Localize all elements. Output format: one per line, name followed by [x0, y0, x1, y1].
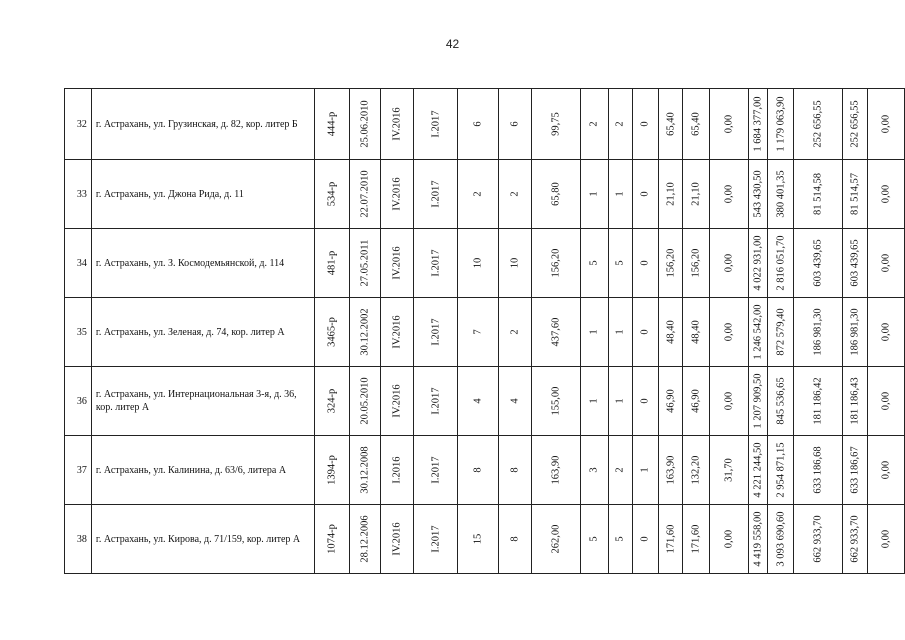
cell-a2-text: 171,60 — [690, 524, 702, 554]
cell-date — [350, 229, 380, 298]
cell-s2 — [768, 89, 794, 160]
cell-c2-text: 10 — [509, 257, 521, 269]
cell-s2-text: 1 179 063,90 — [775, 96, 787, 152]
table-row — [65, 160, 905, 229]
cell-start-text: IV.2016 — [391, 315, 403, 349]
cell-a2-text: 156,20 — [690, 248, 702, 278]
cell-area-text: 437,60 — [550, 317, 562, 347]
cell-a2 — [682, 160, 709, 229]
cell-s4 — [842, 505, 868, 574]
cell-c4-text: 2 — [614, 121, 626, 127]
cell-c4-text: 1 — [614, 191, 626, 197]
cell-area-text: 155,00 — [550, 386, 562, 416]
cell-s4 — [842, 160, 868, 229]
cell-c3-text: 1 — [588, 191, 600, 197]
cell-s2-text: 845 536,65 — [775, 377, 787, 425]
cell-c2-text: 8 — [509, 536, 521, 542]
cell-order — [315, 229, 350, 298]
address-cell: г. Астрахань, ул. З. Космодемьянской, д. 114 — [91, 229, 315, 298]
cell-s1-text: 4 022 931,00 — [752, 235, 764, 291]
cell-a2-text: 48,40 — [690, 320, 702, 344]
cell-c2 — [498, 160, 531, 229]
cell-area-text: 262,00 — [550, 524, 562, 554]
cell-s5 — [868, 229, 905, 298]
cell-s2 — [768, 367, 794, 436]
cell-c4-text: 1 — [614, 398, 626, 404]
cell-order-text: 324-р — [326, 388, 338, 414]
cell-s3 — [793, 160, 842, 229]
cell-c3 — [581, 298, 609, 367]
cell-s4-text: 81 514,57 — [849, 173, 861, 215]
cell-area-text: 156,20 — [550, 248, 562, 278]
cell-c4-text: 5 — [614, 260, 626, 266]
row-number-cell: 38 — [65, 505, 92, 574]
cell-end — [414, 436, 458, 505]
cell-a1 — [659, 298, 683, 367]
cell-c1-text: 2 — [472, 191, 484, 197]
cell-s1-text: 1 246 542,00 — [752, 304, 764, 360]
cell-c5-text: 0 — [639, 260, 651, 266]
cell-s3-text: 81 514,58 — [812, 173, 824, 215]
cell-a3-text: 31,70 — [723, 458, 735, 482]
cell-s4 — [842, 89, 868, 160]
cell-s3-text: 252 656,55 — [812, 100, 824, 148]
cell-end — [414, 298, 458, 367]
row-number-cell: 32 — [65, 89, 92, 160]
cell-s3-text: 603 439,65 — [812, 239, 824, 287]
cell-s1-text: 1 684 377,00 — [752, 96, 764, 152]
cell-s1-text: 4 419 558,00 — [752, 511, 764, 567]
cell-s5 — [868, 505, 905, 574]
cell-a2-text: 21,10 — [690, 182, 702, 206]
cell-order-text: 534-р — [326, 181, 338, 207]
cell-c4 — [608, 436, 632, 505]
cell-area-text: 99,75 — [550, 112, 562, 136]
cell-s5-text: 0,00 — [880, 460, 892, 480]
cell-c1-text: 10 — [472, 257, 484, 269]
cell-c2-text: 4 — [509, 398, 521, 404]
cell-c5-text: 0 — [639, 536, 651, 542]
cell-s4-text: 633 186,67 — [849, 446, 861, 494]
cell-s4 — [842, 436, 868, 505]
cell-c3 — [581, 367, 609, 436]
cell-order — [315, 436, 350, 505]
cell-date-text: 20.05.2010 — [359, 377, 371, 425]
cell-c1 — [458, 505, 498, 574]
cell-start-text: I.2016 — [391, 456, 403, 484]
cell-end — [414, 229, 458, 298]
cell-a2 — [682, 505, 709, 574]
cell-end-text: I.2017 — [430, 249, 442, 277]
cell-date-text: 25.06.2010 — [359, 100, 371, 148]
cell-s3 — [793, 229, 842, 298]
cell-s4 — [842, 367, 868, 436]
cell-s5-text: 0,00 — [880, 322, 892, 342]
row-number-cell: 33 — [65, 160, 92, 229]
cell-date — [350, 367, 380, 436]
cell-c1-text: 8 — [472, 467, 484, 473]
cell-a1 — [659, 436, 683, 505]
cell-c1-text: 7 — [472, 329, 484, 335]
cell-c1 — [458, 89, 498, 160]
cell-c3 — [581, 229, 609, 298]
cell-s3 — [793, 505, 842, 574]
cell-a3 — [709, 229, 748, 298]
cell-c5-text: 0 — [639, 398, 651, 404]
cell-c1 — [458, 367, 498, 436]
cell-s4-text: 662 933,70 — [849, 515, 861, 563]
cell-a2 — [682, 298, 709, 367]
cell-a1 — [659, 160, 683, 229]
cell-s4-text: 186 981,30 — [849, 308, 861, 356]
cell-c3-text: 2 — [588, 121, 600, 127]
cell-a3-text: 0,00 — [723, 391, 735, 411]
cell-order — [315, 160, 350, 229]
cell-c3 — [581, 160, 609, 229]
cell-start-text: IV.2016 — [391, 522, 403, 556]
cell-c1 — [458, 298, 498, 367]
cell-start-text: IV.2016 — [391, 177, 403, 211]
cell-c4-text: 5 — [614, 536, 626, 542]
cell-c5-text: 0 — [639, 121, 651, 127]
cell-c2-text: 2 — [509, 191, 521, 197]
cell-end — [414, 160, 458, 229]
cell-s4 — [842, 229, 868, 298]
table-row — [65, 367, 905, 436]
cell-s1 — [748, 298, 767, 367]
cell-a1-text: 171,60 — [665, 524, 677, 554]
cell-a1-text: 156,20 — [665, 248, 677, 278]
cell-start — [380, 367, 414, 436]
cell-order — [315, 89, 350, 160]
cell-end-text: I.2017 — [430, 318, 442, 346]
cell-date — [350, 436, 380, 505]
cell-a3 — [709, 298, 748, 367]
cell-date — [350, 298, 380, 367]
cell-s2-text: 380 401,35 — [775, 170, 787, 218]
cell-s2 — [768, 160, 794, 229]
cell-order — [315, 367, 350, 436]
cell-date-text: 27.05.2011 — [359, 239, 371, 287]
cell-c5-text: 1 — [639, 467, 651, 473]
cell-date-text: 22.07.2010 — [359, 170, 371, 218]
address-cell: г. Астрахань, ул. Кирова, д. 71/159, кор. литер А — [91, 505, 315, 574]
cell-s3 — [793, 436, 842, 505]
cell-a3-text: 0,00 — [723, 184, 735, 204]
cell-start — [380, 298, 414, 367]
cell-c3-text: 1 — [588, 398, 600, 404]
cell-c3-text: 3 — [588, 467, 600, 473]
cell-c5 — [632, 367, 659, 436]
cell-c5 — [632, 436, 659, 505]
cell-s5 — [868, 89, 905, 160]
cell-s4-text: 252 656,55 — [849, 100, 861, 148]
cell-s2-text: 2 954 871,15 — [775, 442, 787, 498]
cell-a2 — [682, 436, 709, 505]
cell-s5-text: 0,00 — [880, 529, 892, 549]
cell-a3 — [709, 505, 748, 574]
cell-c2-text: 8 — [509, 467, 521, 473]
cell-start-text: IV.2016 — [391, 246, 403, 280]
cell-c3 — [581, 436, 609, 505]
cell-c4-text: 1 — [614, 329, 626, 335]
cell-order — [315, 505, 350, 574]
cell-s4-text: 181 186,43 — [849, 377, 861, 425]
cell-c4 — [608, 298, 632, 367]
cell-date-text: 30.12.2002 — [359, 308, 371, 356]
cell-a3-text: 0,00 — [723, 253, 735, 273]
cell-a1-text: 65,40 — [665, 112, 677, 136]
cell-order-text: 481-р — [326, 250, 338, 276]
cell-s3-text: 186 981,30 — [812, 308, 824, 356]
cell-date-text: 30.12.2008 — [359, 446, 371, 494]
cell-area — [531, 298, 580, 367]
cell-area — [531, 436, 580, 505]
row-number-cell: 34 — [65, 229, 92, 298]
cell-a2-text: 46,90 — [690, 389, 702, 413]
cell-c5 — [632, 160, 659, 229]
cell-c3-text: 5 — [588, 536, 600, 542]
cell-a1-text: 48,40 — [665, 320, 677, 344]
cell-a1 — [659, 229, 683, 298]
cell-s5 — [868, 298, 905, 367]
address-cell: г. Астрахань, ул. Интернациональная 3-я, д. 36, кор. литер А — [91, 367, 315, 436]
cell-c1-text: 15 — [472, 533, 484, 545]
cell-a1-text: 46,90 — [665, 389, 677, 413]
cell-order-text: 1394-р — [326, 455, 338, 485]
cell-a1-text: 163,90 — [665, 455, 677, 485]
cell-start — [380, 505, 414, 574]
cell-c4-text: 2 — [614, 467, 626, 473]
cell-c4 — [608, 367, 632, 436]
cell-s5-text: 0,00 — [880, 253, 892, 273]
cell-order-text: 3465-р — [326, 317, 338, 347]
cell-c1 — [458, 436, 498, 505]
cell-c1 — [458, 229, 498, 298]
cell-c5-text: 0 — [639, 329, 651, 335]
cell-s4 — [842, 298, 868, 367]
table-row — [65, 89, 905, 160]
cell-s3 — [793, 367, 842, 436]
cell-order-text: 1074-р — [326, 524, 338, 554]
cell-a1-text: 21,10 — [665, 182, 677, 206]
cell-end — [414, 505, 458, 574]
cell-s5-text: 0,00 — [880, 391, 892, 411]
cell-start-text: IV.2016 — [391, 384, 403, 418]
row-number-cell: 35 — [65, 298, 92, 367]
cell-s1-text: 4 221 244,50 — [752, 442, 764, 498]
cell-area-text: 163,90 — [550, 455, 562, 485]
cell-order — [315, 298, 350, 367]
cell-a3 — [709, 89, 748, 160]
cell-c2 — [498, 229, 531, 298]
cell-s5-text: 0,00 — [880, 184, 892, 204]
cell-end — [414, 367, 458, 436]
cell-a2 — [682, 367, 709, 436]
address-cell: г. Астрахань, ул. Калинина, д. 63/6, литера А — [91, 436, 315, 505]
cell-s2 — [768, 505, 794, 574]
cell-a2-text: 65,40 — [690, 112, 702, 136]
cell-a3-text: 0,00 — [723, 322, 735, 342]
cell-s5 — [868, 436, 905, 505]
cell-c1 — [458, 160, 498, 229]
cell-s1 — [748, 367, 767, 436]
cell-s3 — [793, 298, 842, 367]
cell-s2 — [768, 229, 794, 298]
cell-c5 — [632, 89, 659, 160]
cell-area — [531, 160, 580, 229]
cell-c4 — [608, 505, 632, 574]
cell-end-text: I.2017 — [430, 110, 442, 138]
cell-c2 — [498, 298, 531, 367]
cell-s3-text: 181 186,42 — [812, 377, 824, 425]
cell-end-text: I.2017 — [430, 180, 442, 208]
cell-a3-text: 0,00 — [723, 529, 735, 549]
cell-a3-text: 0,00 — [723, 114, 735, 134]
address-cell: г. Астрахань, ул. Джона Рида, д. 11 — [91, 160, 315, 229]
cell-area — [531, 229, 580, 298]
address-cell: г. Астрахань, ул. Грузинская, д. 82, кор. литер Б — [91, 89, 315, 160]
cell-s2-text: 3 093 690,60 — [775, 511, 787, 567]
page-bottom-margin — [64, 578, 884, 579]
cell-c3-text: 1 — [588, 329, 600, 335]
cell-s2-text: 2 816 051,70 — [775, 235, 787, 291]
cell-c4 — [608, 89, 632, 160]
cell-c2 — [498, 436, 531, 505]
cell-s1-text: 543 430,50 — [752, 170, 764, 218]
cell-s1 — [748, 229, 767, 298]
cell-date — [350, 505, 380, 574]
cell-c4 — [608, 160, 632, 229]
table-row — [65, 505, 905, 574]
cell-s5 — [868, 367, 905, 436]
cell-s2-text: 872 579,40 — [775, 308, 787, 356]
page-number: 42 — [445, 37, 460, 51]
table-row — [65, 436, 905, 505]
cell-date-text: 28.12.2006 — [359, 515, 371, 563]
table-row — [65, 229, 905, 298]
cell-c2-text: 2 — [509, 329, 521, 335]
cell-s3-text: 662 933,70 — [812, 515, 824, 563]
cell-end-text: I.2017 — [430, 456, 442, 484]
address-cell: г. Астрахань, ул. Зеленая, д. 74, кор. литер А — [91, 298, 315, 367]
cell-s4-text: 603 439,65 — [849, 239, 861, 287]
cell-area — [531, 505, 580, 574]
cell-a2 — [682, 229, 709, 298]
cell-end — [414, 89, 458, 160]
cell-date — [350, 160, 380, 229]
cell-c5-text: 0 — [639, 191, 651, 197]
cell-start — [380, 160, 414, 229]
cell-a2 — [682, 89, 709, 160]
cell-c2 — [498, 89, 531, 160]
cell-a3 — [709, 367, 748, 436]
table-row — [65, 298, 905, 367]
cell-c3 — [581, 505, 609, 574]
row-number-cell: 37 — [65, 436, 92, 505]
cell-c5 — [632, 229, 659, 298]
cell-area — [531, 89, 580, 160]
cell-s1-text: 1 207 909,50 — [752, 373, 764, 429]
cell-c5 — [632, 298, 659, 367]
cell-a2-text: 132,20 — [690, 455, 702, 485]
cell-c3 — [581, 89, 609, 160]
cell-s5-text: 0,00 — [880, 114, 892, 134]
cell-start — [380, 436, 414, 505]
cell-s2 — [768, 298, 794, 367]
cell-end-text: I.2017 — [430, 387, 442, 415]
cell-s3 — [793, 89, 842, 160]
resettlement-table — [64, 88, 905, 574]
cell-s2 — [768, 436, 794, 505]
cell-c2-text: 6 — [509, 121, 521, 127]
cell-area-text: 65,80 — [550, 182, 562, 206]
cell-order-text: 444-р — [326, 111, 338, 137]
cell-a1 — [659, 367, 683, 436]
cell-s5 — [868, 160, 905, 229]
cell-c5 — [632, 505, 659, 574]
cell-area — [531, 367, 580, 436]
cell-date — [350, 89, 380, 160]
cell-s1 — [748, 436, 767, 505]
cell-s1 — [748, 160, 767, 229]
cell-start — [380, 89, 414, 160]
cell-c4 — [608, 229, 632, 298]
cell-start — [380, 229, 414, 298]
cell-s1 — [748, 505, 767, 574]
cell-start-text: IV.2016 — [391, 107, 403, 141]
cell-a3 — [709, 160, 748, 229]
cell-a3 — [709, 436, 748, 505]
cell-s1 — [748, 89, 767, 160]
cell-c2 — [498, 367, 531, 436]
cell-c2 — [498, 505, 531, 574]
cell-c3-text: 5 — [588, 260, 600, 266]
cell-s3-text: 633 186,68 — [812, 446, 824, 494]
cell-c1-text: 6 — [472, 121, 484, 127]
cell-c1-text: 4 — [472, 398, 484, 404]
cell-a1 — [659, 89, 683, 160]
row-number-cell: 36 — [65, 367, 92, 436]
cell-a1 — [659, 505, 683, 574]
cell-end-text: I.2017 — [430, 525, 442, 553]
